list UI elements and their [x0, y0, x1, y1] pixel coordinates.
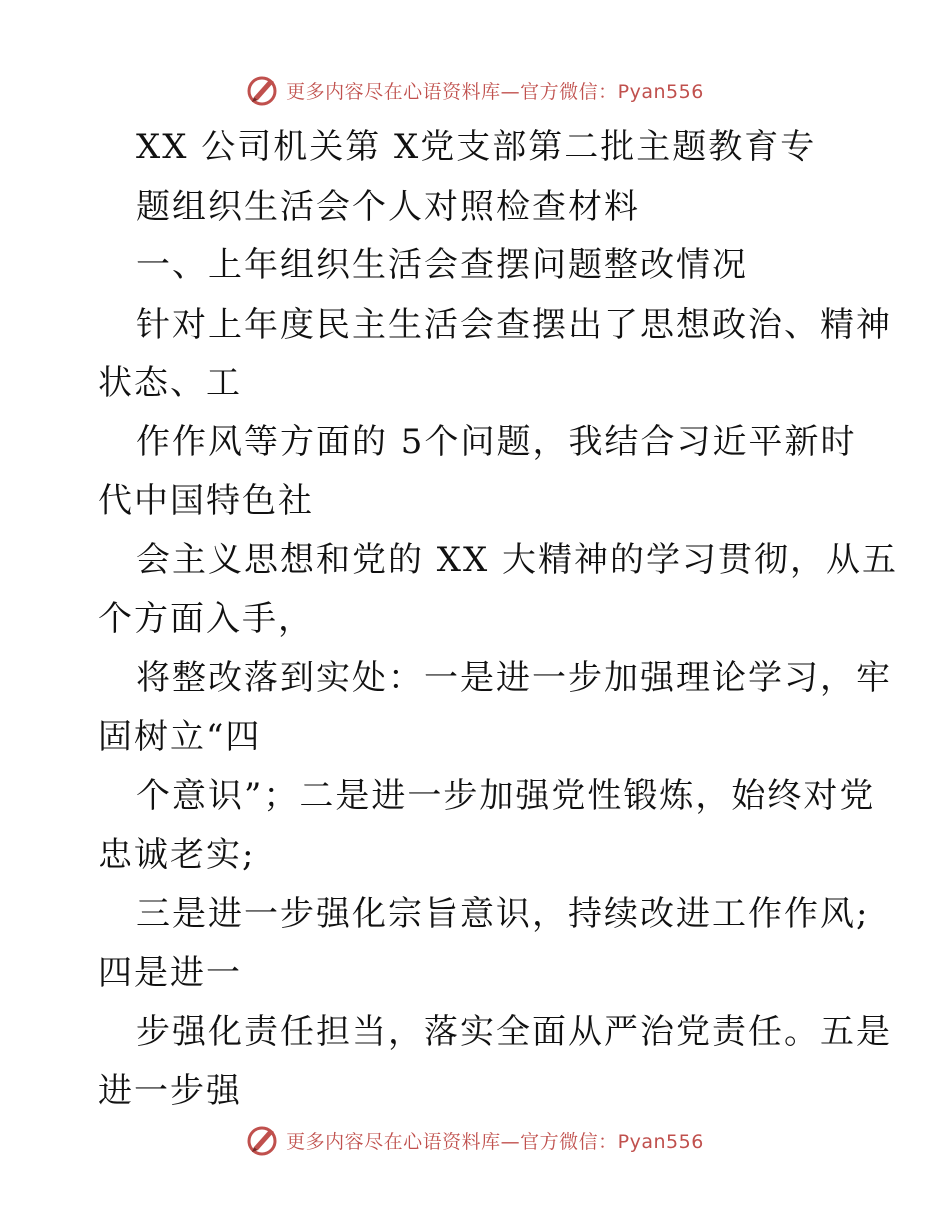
paragraph-line: 三是进一步强化宗旨意识，持续改进工作作风; [136, 894, 870, 934]
paragraph-line: 进一步强 [98, 1071, 242, 1111]
paragraph-line: 代中国特色社 [98, 481, 314, 521]
footer-banner [0, 1120, 950, 1160]
paragraph-line: 固树立“四 [98, 717, 262, 757]
paragraph-line: 个方面入手， [98, 599, 314, 639]
banner-text: 更多内容尽在心语资料库—官方微信：Pyan556 [286, 80, 704, 103]
paragraph-line: 会主义思想和党的 XX 大精神的学习贯彻，从五 [136, 540, 899, 580]
paragraph-line: 针对上年度民主生活会查摆出了思想政治、精神 [136, 305, 892, 345]
paragraph-line: 状态、工 [98, 363, 242, 403]
paragraph-line: 作作风等方面的 5个问题，我结合习近平新时 [136, 422, 857, 462]
paragraph-line: 个意识”；二是进一步加强党性锻炼，始终对党 [136, 776, 876, 816]
title-line-2: 题组织生活会个人对照检查材料 [136, 187, 640, 227]
header-banner [0, 70, 950, 110]
paragraph-line: 忠诚老实; [98, 835, 256, 875]
pen-logo-icon [246, 1123, 280, 1157]
paragraph-line: 将整改落到实处：一是进一步加强理论学习，牢 [136, 658, 892, 698]
title-line-1: XX 公司机关第 X党支部第二批主题教育专 [136, 127, 817, 167]
pen-logo-icon [246, 73, 280, 107]
paragraph-line: 步强化责任担当，落实全面从严治党责任。五是 [136, 1012, 892, 1052]
paragraph-line: 四是进一 [98, 953, 242, 993]
section-heading: 一、上年组织生活会查摆问题整改情况 [136, 245, 748, 285]
banner-text: 更多内容尽在心语资料库—官方微信：Pyan556 [286, 1130, 704, 1153]
